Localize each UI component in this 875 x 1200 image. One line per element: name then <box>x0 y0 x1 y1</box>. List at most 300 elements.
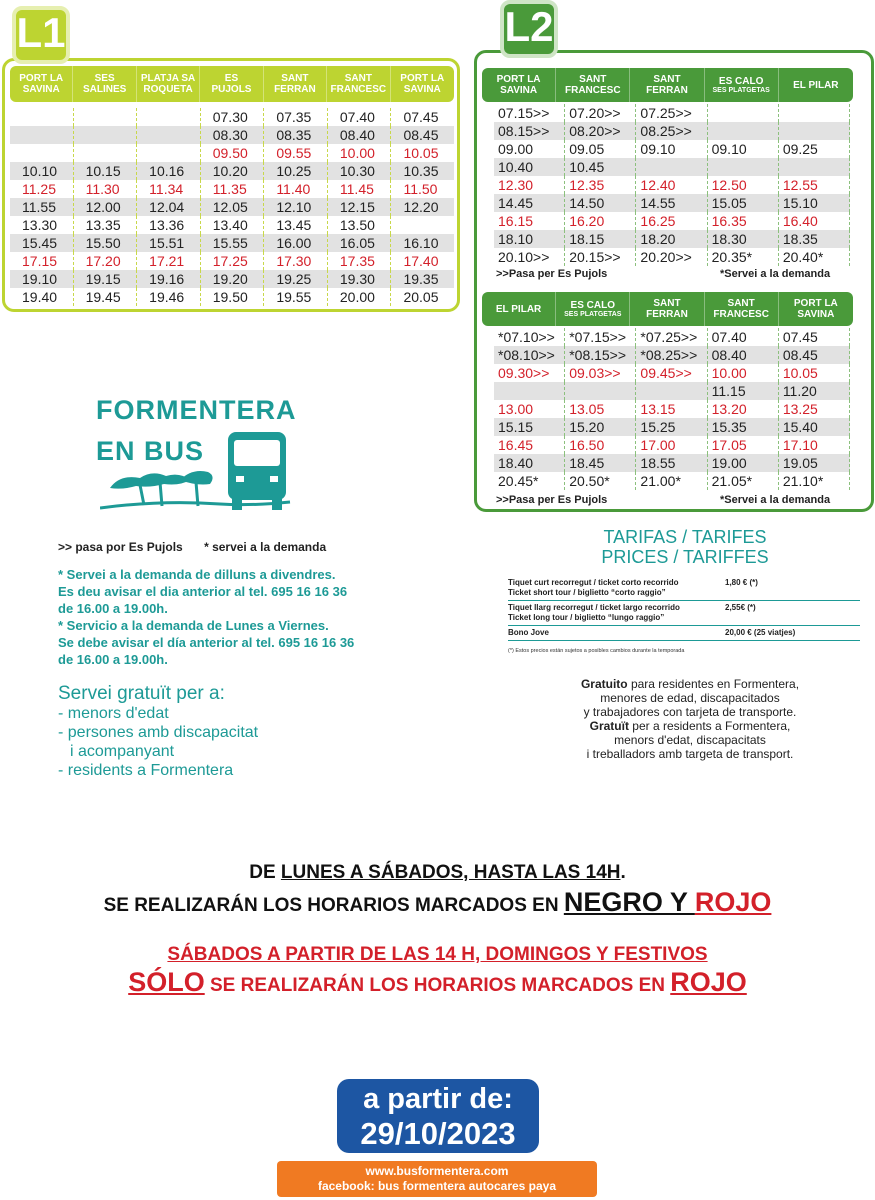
time-cell: 09.45>> <box>636 364 707 382</box>
l1-table-header <box>10 66 454 102</box>
time-cell: 09.05 <box>565 140 636 158</box>
l2-outbound-note-pujols: >>Pasa per Es Pujols <box>496 268 608 280</box>
time-cell: 12.30 <box>494 176 565 194</box>
time-cell: 12.00 <box>74 198 138 216</box>
time-cell: 19.16 <box>137 270 201 288</box>
time-cell: 17.10 <box>779 436 850 454</box>
column-header-line: SAVINA <box>500 85 538 96</box>
info-line: de 16.00 a 19.00h. <box>58 652 168 667</box>
time-cell: 08.45 <box>403 127 439 143</box>
time-cell: 16.50 <box>565 436 636 454</box>
time-cell: 14.55 <box>636 194 707 212</box>
time-cell <box>137 126 201 144</box>
notice-only: SÓLO <box>128 967 205 997</box>
tariff-name: Ticket short tour / biglietto “corto raggio” <box>508 588 666 597</box>
table-row <box>494 248 850 266</box>
column-header-line: SES <box>94 73 115 84</box>
time-cell: 21.10* <box>779 472 850 490</box>
time-cell: 20.50* <box>565 472 636 490</box>
column-header-line: SANT <box>344 73 372 84</box>
time-cell: 21.05* <box>708 472 779 490</box>
time-cell: 14.50 <box>565 194 636 212</box>
column-header <box>779 68 853 102</box>
time-cell: 15.50 <box>74 234 138 252</box>
time-cell: 18.15 <box>565 230 636 248</box>
time-cell: 08.35 <box>264 126 328 144</box>
logo-title-en-bus: EN BUS <box>96 436 205 466</box>
facebook-link[interactable]: facebook: bus formentera autocares paya <box>317 1179 557 1193</box>
table-row <box>494 122 850 140</box>
time-cell: 19.46 <box>137 288 201 306</box>
time-cell: *08.15>> <box>565 346 636 364</box>
time-cell: 11.40 <box>264 180 328 198</box>
notice-red-only <box>0 967 875 998</box>
time-cell: 17.15 <box>10 252 74 270</box>
time-cell: 11.20 <box>779 382 850 400</box>
time-cell: 15.25 <box>636 418 707 436</box>
time-cell: 17.21 <box>137 252 201 270</box>
time-cell: 16.25 <box>636 212 707 230</box>
tariff-name: Tiquet curt recorregut / ticket corto recorrido <box>508 578 679 587</box>
time-cell <box>74 108 138 126</box>
column-header-line: PLATJA SA <box>140 73 196 84</box>
time-cell: 20.05 <box>403 289 439 305</box>
table-row <box>10 126 454 144</box>
time-cell: 11.30 <box>74 180 138 198</box>
column-header-line: SANT <box>579 74 607 85</box>
column-header <box>556 68 630 102</box>
time-cell: 19.55 <box>264 288 328 306</box>
free-ca-text: per a residents a Formentera, <box>628 719 791 733</box>
column-header-line: SALINES <box>82 84 127 95</box>
time-cell: 19.15 <box>74 270 138 288</box>
time-cell: 10.20 <box>201 162 265 180</box>
time-cell: 20.20>> <box>636 248 707 266</box>
tariff-row <box>508 601 860 626</box>
table-row <box>494 364 850 382</box>
table-row <box>10 234 454 252</box>
table-row <box>494 400 850 418</box>
l2-route-badge: L2 <box>500 0 558 58</box>
free-service-info <box>58 684 258 780</box>
table-row <box>10 180 454 198</box>
time-cell <box>74 144 138 162</box>
time-cell: 15.20 <box>565 418 636 436</box>
column-header <box>705 292 779 326</box>
column-header <box>200 66 263 102</box>
time-cell <box>74 126 138 144</box>
table-row <box>10 162 454 180</box>
time-cell: 19.50 <box>201 288 265 306</box>
free-es-text: para residentes en Formentera, <box>627 677 800 691</box>
time-cell: 18.35 <box>779 230 850 248</box>
time-cell: 13.36 <box>137 216 201 234</box>
time-cell: 20.00 <box>328 288 392 306</box>
time-cell: 09.00 <box>494 140 565 158</box>
time-cell: 10.25 <box>264 162 328 180</box>
time-cell: 10.40 <box>494 158 565 176</box>
time-cell <box>779 158 850 176</box>
time-cell: 19.05 <box>779 454 850 472</box>
free-ca-text: menors d'edat, discapacitats <box>614 733 766 747</box>
time-cell: 12.40 <box>636 176 707 194</box>
column-header-line: FERRAN <box>646 85 688 96</box>
time-cell: 19.40 <box>10 288 74 306</box>
column-header-line: EL PILAR <box>495 303 542 315</box>
column-header-line: PORT LA <box>19 73 64 84</box>
column-header <box>10 66 73 102</box>
time-cell: 08.45 <box>779 346 850 364</box>
time-cell: 10.00 <box>708 364 779 382</box>
tariff-price: 20,00 € (25 viatjes) <box>725 628 796 637</box>
l2-outbound-note-demand: *Servei a la demanda <box>720 268 831 280</box>
notice-text: SE REALIZARÁN LOS HORARIOS MARCADOS EN <box>204 975 671 996</box>
on-demand-info <box>58 566 398 668</box>
time-cell: 15.15 <box>494 418 565 436</box>
column-header <box>137 66 200 102</box>
table-row <box>494 158 850 176</box>
time-cell <box>391 216 454 234</box>
tariff-price: 2,55€ (*) <box>725 603 756 612</box>
notice-text: . <box>620 862 626 883</box>
time-cell: 19.30 <box>328 270 392 288</box>
time-cell: 18.20 <box>636 230 707 248</box>
time-cell: 09.03>> <box>565 364 636 382</box>
table-row <box>10 144 454 162</box>
time-cell: 11.50 <box>403 181 438 197</box>
time-cell: 15.05 <box>708 194 779 212</box>
time-cell <box>10 126 74 144</box>
time-cell: 12.15 <box>328 198 392 216</box>
column-header <box>482 292 556 326</box>
time-cell: 09.50 <box>201 144 265 162</box>
time-cell: 07.40 <box>328 108 392 126</box>
table-row <box>494 140 850 158</box>
notice-red: ROJO <box>694 887 772 917</box>
table-row <box>494 212 850 230</box>
time-cell: 19.10 <box>10 270 74 288</box>
info-line: Se debe avisar el día anterior al tel. 695 16 16 36 <box>58 635 355 650</box>
time-cell: 09.25 <box>779 140 850 158</box>
time-cell: 13.05 <box>565 400 636 418</box>
time-cell: *07.25>> <box>636 328 707 346</box>
time-cell: 11.35 <box>201 180 265 198</box>
time-cell: 18.10 <box>494 230 565 248</box>
time-cell: 16.45 <box>494 436 565 454</box>
time-cell: 17.30 <box>264 252 328 270</box>
time-cell: 11.15 <box>708 382 779 400</box>
time-cell <box>636 158 707 176</box>
free-service-item: - menors d'edat <box>58 705 169 722</box>
time-cell: 12.04 <box>137 198 201 216</box>
column-header <box>391 66 454 102</box>
bus-logo-icon <box>100 430 300 520</box>
table-row <box>494 454 850 472</box>
table-row <box>10 198 454 216</box>
column-header-line: SANT <box>653 298 681 309</box>
time-cell: 07.15>> <box>494 104 565 122</box>
column-header-line: PUJOLS <box>211 84 252 95</box>
time-cell: 08.40 <box>328 126 392 144</box>
time-cell: 13.35 <box>74 216 138 234</box>
time-cell: 21.00* <box>636 472 707 490</box>
notice-text: DE <box>249 862 281 883</box>
l1-route-badge: L1 <box>12 6 70 64</box>
column-header <box>630 68 704 102</box>
column-header-line: EL PILAR <box>793 79 839 91</box>
time-cell <box>708 104 779 122</box>
tariff-name: Tiquet llarg recorregut / ticket largo recorrido <box>508 603 680 612</box>
table-row <box>494 194 850 212</box>
table-row <box>494 230 850 248</box>
time-cell: 16.00 <box>264 234 328 252</box>
table-row <box>494 328 850 346</box>
time-cell <box>779 104 850 122</box>
l2-outbound-header <box>482 68 853 102</box>
column-header-line: FRANCESC <box>713 309 769 320</box>
free-es-text: y trabajadores con tarjeta de transporte. <box>583 705 797 719</box>
table-row <box>10 288 454 306</box>
column-header-line: PORT LA <box>496 74 541 85</box>
time-cell: 15.45 <box>10 234 74 252</box>
notice-red: ROJO <box>670 967 747 997</box>
time-cell: 19.35 <box>403 271 439 287</box>
tariffs-title <box>560 527 810 567</box>
time-cell: 12.55 <box>779 176 850 194</box>
table-row <box>494 382 850 400</box>
time-cell <box>565 382 636 400</box>
time-cell: 13.45 <box>264 216 328 234</box>
column-header-line: SES PLATGETAS <box>712 86 770 94</box>
tariffs-footnote: (*) Estos precios están sujetos a posibles cambios durante la temporada <box>508 648 685 654</box>
column-header <box>327 66 390 102</box>
column-header <box>779 292 853 326</box>
time-cell: 07.25>> <box>636 104 707 122</box>
free-service-item: - residents a Formentera <box>58 762 234 779</box>
free-ca-text: i treballadors amb targeta de transport. <box>586 747 794 761</box>
time-cell: 18.30 <box>708 230 779 248</box>
notice-black-red <box>0 887 875 918</box>
time-cell <box>137 144 201 162</box>
time-cell: 08.20>> <box>565 122 636 140</box>
free-es-text: menores de edad, discapacitados <box>600 691 780 705</box>
time-cell: *08.25>> <box>636 346 707 364</box>
time-cell <box>779 122 850 140</box>
free-es-bold: Gratuito <box>580 677 628 691</box>
column-header <box>482 68 556 102</box>
l2-return-note-pujols: >>Pasa per Es Pujols <box>496 494 608 506</box>
column-header-line: SANT <box>281 73 309 84</box>
time-cell: 12.10 <box>264 198 328 216</box>
tariff-price: 1,80 € (*) <box>725 578 758 587</box>
time-cell: 12.50 <box>708 176 779 194</box>
column-header-line: FERRAN <box>646 309 688 320</box>
column-header-line: PORT LA <box>793 298 838 309</box>
time-cell: 12.35 <box>565 176 636 194</box>
time-cell: 10.45 <box>565 158 636 176</box>
notice-weekend: SÁBADOS A PARTIR DE LAS 14 H, DOMINGOS Y FESTIVOS <box>167 944 708 965</box>
time-cell: 17.40 <box>403 253 439 269</box>
time-cell: 17.20 <box>74 252 138 270</box>
time-cell: *07.15>> <box>565 328 636 346</box>
column-header-line: FERRAN <box>274 84 316 95</box>
time-cell: 13.00 <box>494 400 565 418</box>
time-cell <box>137 108 201 126</box>
info-line: de 16.00 a 19.00h. <box>58 601 168 616</box>
time-cell: 18.40 <box>494 454 565 472</box>
time-cell: 17.05 <box>708 436 779 454</box>
time-cell <box>636 382 707 400</box>
column-header-line: SES PLATGETAS <box>564 310 622 318</box>
table-row <box>494 472 850 490</box>
time-cell: 16.15 <box>494 212 565 230</box>
time-cell: 14.45 <box>494 194 565 212</box>
time-cell: 07.40 <box>708 328 779 346</box>
time-cell: 15.40 <box>779 418 850 436</box>
time-cell: 13.25 <box>779 400 850 418</box>
column-header <box>73 66 136 102</box>
time-cell: 13.20 <box>708 400 779 418</box>
time-cell: 07.20>> <box>565 104 636 122</box>
l2-return-body <box>494 328 850 490</box>
start-date: 29/10/2023 <box>360 1116 516 1151</box>
l2-return-note-demand: *Servei a la demanda <box>720 494 831 506</box>
legend-demand: * servei a la demanda <box>204 540 327 554</box>
free-travel-note <box>540 677 840 761</box>
time-cell: 10.05 <box>403 145 439 161</box>
l2-outbound-body <box>494 104 850 266</box>
column-header-line: SANT <box>727 298 755 309</box>
l2-return-header <box>482 292 853 326</box>
time-cell: 13.50 <box>328 216 392 234</box>
legend-pujols: >> pasa por Es Pujols <box>58 540 183 554</box>
table-row <box>494 346 850 364</box>
l1-table-body <box>10 108 454 306</box>
table-row <box>494 418 850 436</box>
time-cell: 09.55 <box>264 144 328 162</box>
time-cell: 07.45 <box>403 109 439 125</box>
time-cell: 18.55 <box>636 454 707 472</box>
time-cell: 07.30 <box>201 108 265 126</box>
column-header-line: ES CALO <box>570 299 615 311</box>
time-cell: 20.15>> <box>565 248 636 266</box>
column-header-line: ROQUETA <box>143 84 193 95</box>
time-cell <box>494 382 565 400</box>
time-cell: 12.05 <box>201 198 265 216</box>
time-cell: 16.40 <box>779 212 850 230</box>
table-row <box>10 252 454 270</box>
tariff-row <box>508 576 860 601</box>
free-ca-bold: Gratuït <box>589 719 629 733</box>
info-line: * Servicio a la demanda de Lunes a Viernes. <box>58 618 329 633</box>
info-line: * Servei a la demanda de dilluns a divendres. <box>58 567 336 582</box>
start-label: a partir de: <box>363 1083 513 1115</box>
column-header-line: FRANCESC <box>565 85 621 96</box>
column-header <box>264 66 327 102</box>
time-cell: 20.45* <box>494 472 565 490</box>
time-cell: 17.35 <box>328 252 392 270</box>
table-row <box>10 216 454 234</box>
tariff-name: Bono Jove <box>508 628 549 637</box>
notice-text: LUNES A SÁBADOS, HASTA LAS 14H <box>280 862 621 883</box>
time-cell: *08.10>> <box>494 346 565 364</box>
free-service-item: - persones amb discapacitat <box>58 724 259 741</box>
time-cell: 11.25 <box>10 180 74 198</box>
free-service-item: i acompanyant <box>70 743 175 760</box>
notice-text: SE REALIZARÁN LOS HORARIOS MARCADOS EN <box>103 895 564 916</box>
time-cell: 16.20 <box>565 212 636 230</box>
website-link[interactable]: www.busformentera.com <box>365 1164 509 1178</box>
column-header-line: ES CALO <box>718 75 764 87</box>
column-header-line: ES <box>224 73 239 84</box>
time-cell: 13.30 <box>10 216 74 234</box>
time-cell: 11.34 <box>137 180 201 198</box>
legend <box>58 540 344 554</box>
time-cell: 15.35 <box>708 418 779 436</box>
time-cell: 19.00 <box>708 454 779 472</box>
table-row <box>10 270 454 288</box>
tariffs-title-line: PRICES / TARIFFES <box>601 547 769 567</box>
column-header-line: SAVINA <box>403 84 441 95</box>
time-cell: 10.35 <box>403 163 439 179</box>
time-cell: 08.30 <box>201 126 265 144</box>
time-cell: 11.45 <box>328 180 392 198</box>
column-header <box>705 68 779 102</box>
table-row <box>494 104 850 122</box>
time-cell: 18.45 <box>565 454 636 472</box>
time-cell: 11.55 <box>10 198 74 216</box>
time-cell: 15.55 <box>201 234 265 252</box>
time-cell <box>708 158 779 176</box>
time-cell: 16.05 <box>328 234 392 252</box>
logo-title-formentera: FORMENTERA <box>96 395 297 425</box>
column-header-line: FRANCESC <box>330 84 387 95</box>
column-header <box>630 292 704 326</box>
time-cell: 09.10 <box>636 140 707 158</box>
time-cell: 19.45 <box>74 288 138 306</box>
tariff-row <box>508 626 860 641</box>
tariffs-title-line: TARIFAS / TARIFES <box>603 527 767 547</box>
time-cell <box>10 108 74 126</box>
time-cell: 07.35 <box>264 108 328 126</box>
time-cell: 10.16 <box>137 162 201 180</box>
time-cell: 10.15 <box>74 162 138 180</box>
time-cell: 17.25 <box>201 252 265 270</box>
time-cell: *07.10>> <box>494 328 565 346</box>
notice-weekdays <box>0 862 875 884</box>
time-cell: 08.40 <box>708 346 779 364</box>
table-row <box>494 176 850 194</box>
info-line: Es deu avisar el dia anterior al tel. 695 16 16 36 <box>58 584 348 599</box>
table-row <box>494 436 850 454</box>
time-cell <box>708 122 779 140</box>
time-cell: 08.15>> <box>494 122 565 140</box>
time-cell: 09.30>> <box>494 364 565 382</box>
time-cell: 19.25 <box>264 270 328 288</box>
time-cell: 10.05 <box>779 364 850 382</box>
time-cell: 17.00 <box>636 436 707 454</box>
column-header-line: SAVINA <box>22 84 60 95</box>
start-date-box <box>337 1079 539 1153</box>
column-header-line: SAVINA <box>797 309 835 320</box>
time-cell: 10.30 <box>328 162 392 180</box>
column-header-line: PORT LA <box>400 73 445 84</box>
time-cell: 16.10 <box>403 235 439 251</box>
time-cell <box>10 144 74 162</box>
tariff-name: Ticket long tour / biglietto “lungo raggio” <box>508 613 665 622</box>
notice-black: NEGRO Y <box>563 887 695 917</box>
time-cell: 13.15 <box>636 400 707 418</box>
